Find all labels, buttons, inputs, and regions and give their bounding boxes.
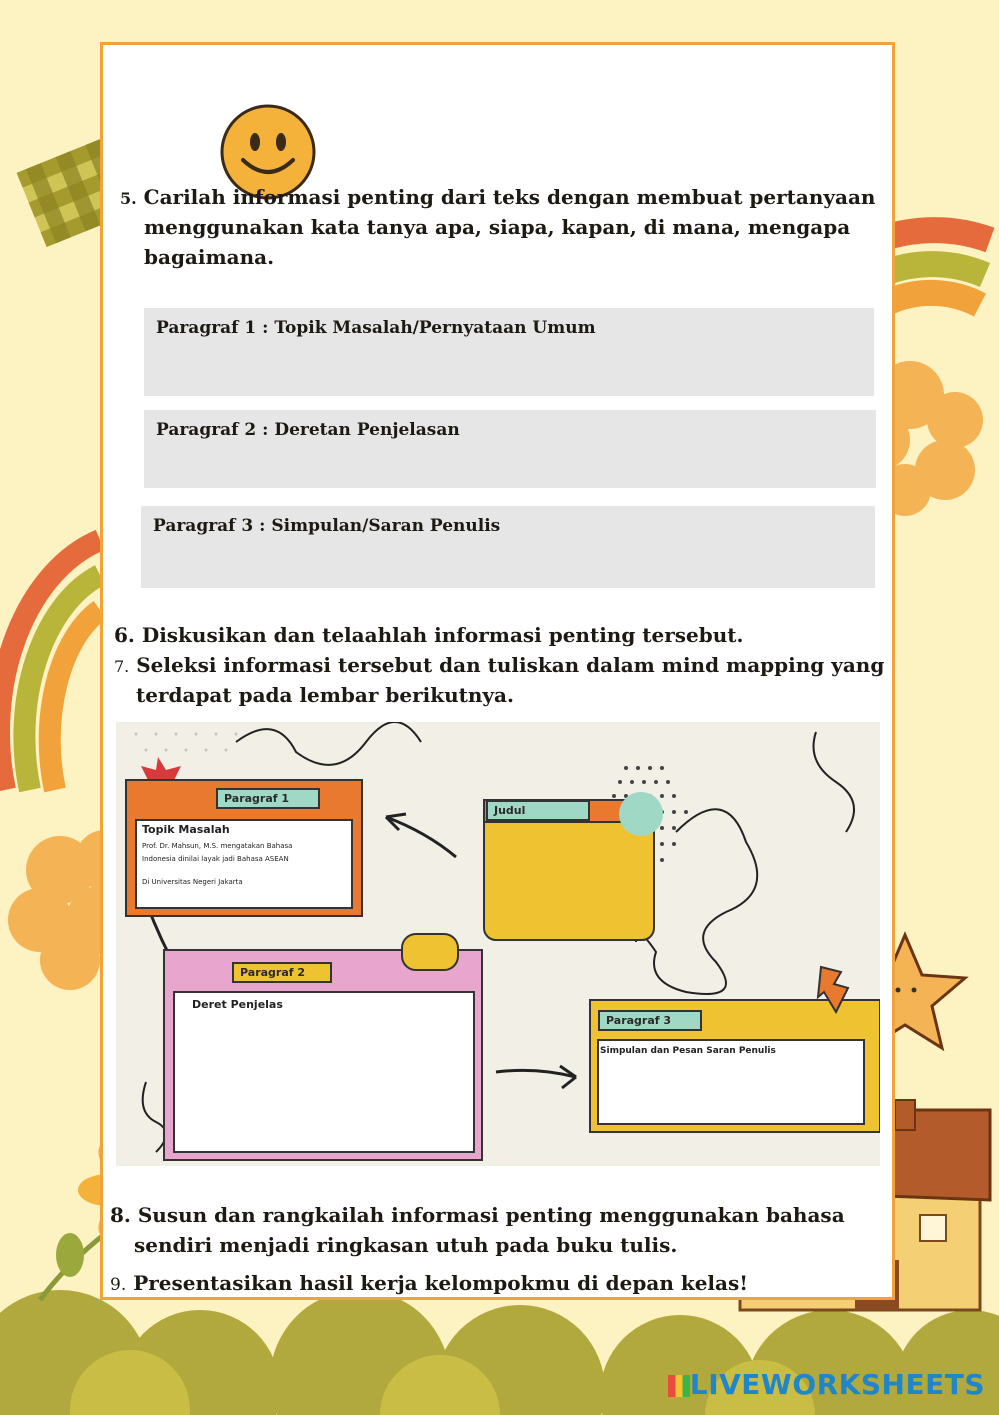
question-text: Seleksi informasi tersebut dan tuliskan dalam mind mapping yang [136, 653, 885, 677]
question-number: 6. [114, 623, 135, 647]
field-label: Paragraf 3 : Simpulan/Saran Penulis [153, 516, 501, 536]
brand-icon [668, 1375, 690, 1397]
mindmap-title-paragraf-3: Paragraf 3 [598, 1010, 702, 1031]
mindmap-text: Indonesia dinilai layak jadi Bahasa ASEAN [142, 855, 289, 863]
field-label: Paragraf 2 : Deretan Penjelasan [156, 420, 460, 440]
question-7 [114, 650, 904, 710]
mindmap-title-paragraf-2: Paragraf 2 [232, 962, 332, 983]
mindmap-title-judul: Judul [486, 800, 590, 821]
question-text: Presentasikan hasil kerja kelompokmu di depan kelas! [133, 1271, 749, 1295]
question-text: terdapat pada lembar berikutnya. [136, 683, 514, 707]
brand-name: LIVEWORKSHEETS [689, 1368, 985, 1401]
question-text: bagaimana. [144, 245, 275, 269]
question-6 [114, 620, 894, 650]
question-text: Carilah informasi penting dari teks dengan membuat pertanyaan [143, 185, 876, 209]
mind-map [116, 722, 880, 1166]
mindmap-text: Prof. Dr. Mahsun, M.S. mengatakan Bahasa [142, 842, 293, 850]
answer-input[interactable] [156, 348, 866, 368]
answer-field-paragraf-3[interactable] [141, 506, 875, 588]
mindmap-title-paragraf-1: Paragraf 1 [216, 788, 320, 809]
question-text: sendiri menjadi ringkasan utuh pada buku tulis. [134, 1233, 678, 1257]
mindmap-text: Di Universitas Negeri Jakarta [142, 878, 243, 886]
liveworksheets-logo [668, 1368, 985, 1401]
question-text: Susun dan rangkailah informasi penting menggunakan bahasa [137, 1203, 845, 1227]
question-number: 7. [114, 657, 130, 676]
answer-input[interactable] [153, 546, 867, 566]
question-5 [120, 182, 890, 272]
question-8 [110, 1200, 890, 1260]
field-label: Paragraf 1 : Topik Masalah/Pernyataan Umum [156, 318, 596, 338]
mindmap-heading-simpulan: Simpulan dan Pesan Saran Penulis [600, 1046, 776, 1056]
question-number: 8. [110, 1203, 131, 1227]
mindmap-heading-topik-masalah: Topik Masalah [142, 823, 230, 836]
answer-input[interactable] [156, 450, 868, 470]
question-text: menggunakan kata tanya apa, siapa, kapan, di mana, mengapa [144, 215, 851, 239]
answer-field-paragraf-2[interactable] [144, 410, 876, 488]
question-text: Diskusikan dan telaahlah informasi penting tersebut. [141, 623, 744, 647]
mindmap-heading-deret-penjelas: Deret Penjelas [192, 998, 283, 1011]
answer-field-paragraf-1[interactable] [144, 308, 874, 396]
question-number: 9. [110, 1275, 127, 1295]
question-9 [110, 1268, 890, 1299]
question-number: 5. [120, 189, 137, 208]
